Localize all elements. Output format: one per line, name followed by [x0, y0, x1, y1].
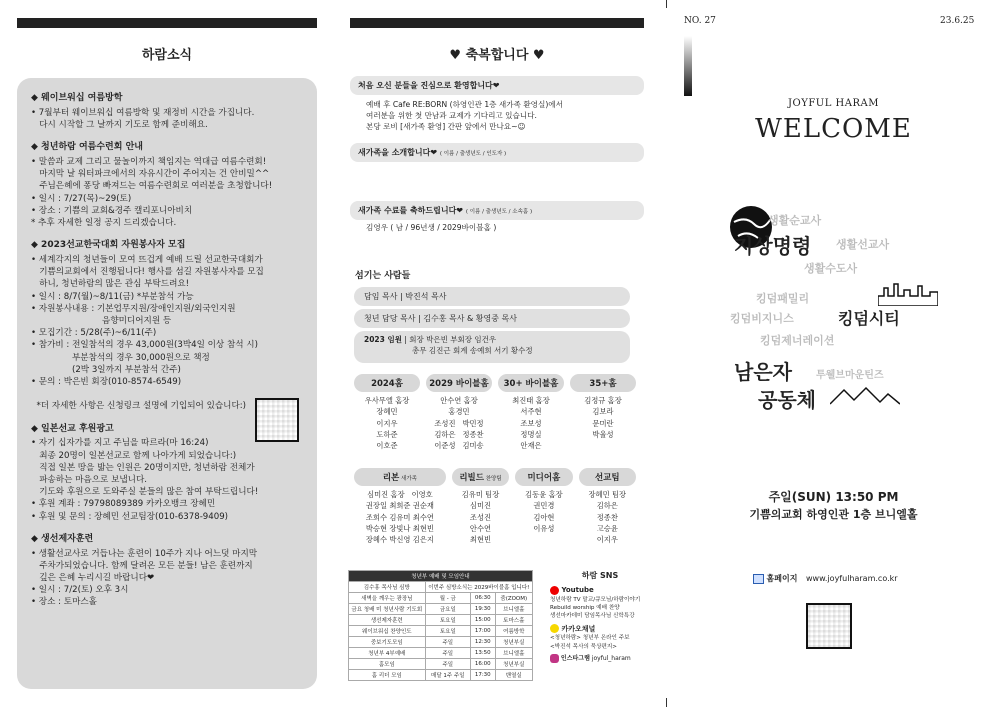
instagram-label: 인스타그램: [560, 654, 590, 662]
welcome-line: 여러분을 위한 첫 만남과 교제가 기다리고 있습니다.: [366, 111, 537, 120]
schedule-row: [349, 659, 533, 670]
notice-line: • 7월부터 웨이브워십 여름방학 및 재정비 시간을 가집니다.: [31, 107, 255, 118]
notice-section: [31, 239, 307, 412]
team-members: [452, 489, 509, 545]
schedule-cell: 15:00: [471, 615, 496, 626]
qr-code-homepage: [806, 603, 852, 649]
notice-line: • 말씀과 교제 그리고 물놀이까지 책임지는 역대급 여름수련회!: [31, 156, 267, 167]
serve-title: 섬기는 사람들: [355, 271, 411, 281]
team-members: [354, 489, 446, 545]
schedule-cell: 매달 1주 주일: [425, 670, 470, 681]
city-skyline-icon: [878, 282, 938, 306]
notice-line: *더 자세한 사항은 신청링크 설명에 기입되어 있습니다:): [31, 401, 247, 412]
schedule-cell: 19:30: [471, 604, 496, 615]
home-member: 문미란: [592, 418, 614, 428]
schedule-cell: 줌(ZOOM): [495, 593, 532, 604]
notice-line: * 추후 자세한 일정 공지 드리겠습니다.: [31, 217, 177, 228]
welcome-line: 예배 후 Cafe RE:BORN (하영인관 1층 새가족 환영실)에서: [366, 100, 563, 109]
sns-title: 하람 SNS: [581, 571, 619, 580]
home-member: 조보성: [520, 418, 542, 428]
team-name-sub: 찬양팀: [483, 476, 502, 482]
notice-section: [31, 141, 307, 229]
schedule-cell: 13:50: [471, 648, 496, 659]
schedule-cell: 17:00: [471, 626, 496, 637]
instagram-icon: [550, 654, 559, 663]
home-column: [426, 374, 492, 451]
home-member: 이준성 김미송: [434, 441, 484, 451]
schedule-note-right: 이번주 심방소식는 2029바이블홈 입니다!: [425, 582, 532, 593]
schedule-cell: 청년부실: [495, 659, 532, 670]
schedule-cell: 주일: [425, 637, 470, 648]
fold-mark: [666, 0, 667, 8]
schedule-title: 청년부 예배 및 모임안내: [349, 571, 533, 582]
schedule-cell: 청년부실: [495, 637, 532, 648]
panel2-title: ♥ 축복합니다 ♥: [449, 48, 545, 63]
schedule-cell: 토마스홀: [495, 615, 532, 626]
officers-line-1: | 회장 박은빈 부회장 임건우: [404, 335, 497, 344]
notice-section: [31, 533, 307, 609]
team-member: 권장일 최희준 권순재: [365, 501, 434, 511]
notice-line: • 일시 : 7/2(토) 오후 3시: [31, 585, 129, 596]
welcome-header: 처음 오신 분들을 진심으로 환영합니다❤: [350, 76, 644, 95]
notice-line: • 생활선교사로 거듭나는 훈련이 10주가 지나 어느덧 마지막: [31, 548, 258, 559]
schedule-cell: 17:30: [471, 670, 496, 681]
team-name-label: 선교팀: [594, 473, 620, 483]
schedule-table: [348, 570, 533, 681]
schedule-cell: 주일: [425, 659, 470, 670]
notice-line: 기쁨의교회에서 진행됩니다! 행사를 섬길 자원봉사자를 모집: [31, 267, 264, 278]
team-member: 안수연: [469, 523, 492, 533]
mission-graphic: [720, 200, 960, 430]
schedule-cell: 여름방학: [495, 626, 532, 637]
team-member: 김아현: [533, 512, 555, 522]
service-place: 기쁨의교회 하영인관 1층 브니엘홀: [749, 508, 918, 521]
gradient-bar: [684, 36, 692, 96]
notice-line: 직접 일본 땅을 밟는 인원은 20명이지만, 청년하람 전체가: [31, 462, 255, 473]
team-name-sub: 새가족: [399, 476, 417, 482]
team-member: 이지우: [596, 535, 618, 545]
home-member: 안수연 홈장: [440, 396, 478, 405]
schedule-cell: 월 - 금: [425, 593, 470, 604]
schedule-cell: 브니엘홀: [495, 648, 532, 659]
notice-line: • 일시 : 7/27(목)~29(토): [31, 193, 132, 204]
word-community: 공동체: [758, 388, 816, 412]
serve-row-pastor: 담임 목사 | 박진석 목사: [354, 287, 630, 306]
finish-title: 새가족 수료를 축하드립니다❤: [358, 206, 464, 215]
notice-line: • 문의 : 박은빈 회장(010-8574-6549): [31, 376, 182, 387]
intro-title: 새가족을 소개합니다❤: [358, 148, 438, 157]
finish-sub: ( 이름 / 출생년도 / 소속홈 ): [465, 209, 533, 215]
team-column: [515, 468, 572, 545]
notice-line: 깊은 은혜 누리시길 바랍니다❤: [31, 572, 155, 583]
schedule-cell: 생선제자훈련: [349, 615, 426, 626]
church-name: JOYFUL HARAM: [788, 98, 879, 109]
notice-line: 마지막 날 워터파크에서의 자유시간이 주어지는 건 안비밀^^: [31, 169, 270, 180]
home-name: 2029 바이블홈: [426, 374, 492, 392]
notice-section-heading: ◆ 웨이브워십 여름방학: [31, 93, 123, 103]
welcome-line: 본당 로비 [새가족 환영] 간판 앞에서 만나요~☺: [366, 122, 526, 131]
schedule-row: [349, 637, 533, 648]
word-remnant: 남은자: [734, 360, 792, 384]
schedule-cell: 웨이브워십 찬양인도: [349, 626, 426, 637]
team-members: [515, 489, 572, 534]
notice-line: 주차가되었습니다. 함께 달려온 모든 분들! 남은 훈련까지: [31, 560, 253, 571]
notice-line: 다시 시작할 그 날까지 기도로 함께 준비해요.: [31, 119, 208, 130]
schedule-cell: 금요 청배 미 청년사람 기도회: [349, 604, 426, 615]
schedule-cell: 청년부 4부예배: [349, 648, 426, 659]
home-member: 정명실: [520, 429, 542, 439]
schedule-cell: 06:30: [471, 593, 496, 604]
notice-line: • 일시 : 8/7(월)~8/11(금) *부분참석 가능: [31, 291, 194, 302]
welcome-text: [366, 99, 636, 132]
team-member: 조희수 김유미 최수연: [365, 512, 434, 522]
schedule-cell: 12:30: [471, 637, 496, 648]
notice-line: 부분참석의 경우 30,000원으로 책정: [31, 352, 210, 363]
team-member: 권민경: [533, 501, 555, 511]
kakao-icon: [550, 624, 559, 633]
notice-line: • 자기 십자가를 지고 주님을 따르라(마 16:24): [31, 438, 209, 449]
team-member: 조성진: [469, 512, 492, 522]
notice-line: • 모집기간 : 5/28(주)~6/11(주): [31, 328, 157, 339]
kakao-row[interactable]: [550, 624, 650, 635]
team-member: 김동윤 홈장: [525, 490, 563, 499]
kakao-line: <박진석 목사의 묵상편지>: [550, 643, 617, 650]
homepage-icon: [753, 574, 764, 584]
team-name-label: 리본: [382, 473, 400, 483]
notice-box: [17, 78, 317, 689]
schedule-cell: 중보기도모임: [349, 637, 426, 648]
qr-code-volunteer: [255, 398, 299, 442]
officers-line-2: 총무 김진근 회계 송예희 서기 황수정: [412, 345, 533, 355]
notice-line: • 세계각지의 청년들이 모여 뜨겁게 예배 드릴 선교한국대회가: [31, 254, 263, 265]
team-member: 심미진: [469, 501, 492, 511]
kakao-line: <청년하람> 청년부 온라인 주보: [550, 635, 630, 642]
notice-line: 파송하는 마음으로 보냅니다.: [31, 474, 148, 485]
schedule-cell: 금요일: [425, 604, 470, 615]
home-name: 35+홈: [570, 374, 636, 392]
finish-header: [350, 201, 644, 220]
home-member: 서주현: [520, 407, 542, 417]
home-member: 김정규 홈장: [584, 396, 622, 405]
notice-line: • 자원봉사내용 : 기본업무지원/장애인지원/외국인지원: [31, 303, 236, 314]
team-member: 박승현 장빛나 최현빈: [365, 523, 434, 533]
notice-line: 하니, 청년하람의 많은 관심 부탁드려요!: [31, 279, 190, 290]
schedule-cell: 브니엘홀: [495, 604, 532, 615]
team-member: 최현빈: [469, 535, 492, 545]
home-member: 이호준: [376, 441, 398, 451]
officers-label: 2023 임원: [364, 335, 402, 344]
intro-header: [350, 143, 644, 162]
youtube-row[interactable]: [550, 585, 650, 596]
schedule-cell: 주일: [425, 648, 470, 659]
panel1-title: 하람소식: [141, 48, 193, 63]
schedule-cell: 새벽을 깨우는 광장님: [349, 593, 426, 604]
home-name: 2024홈: [354, 374, 420, 392]
home-name: 30+ 바이블홈: [498, 374, 564, 392]
team-member: 김하은: [596, 501, 618, 511]
instagram-row[interactable]: [550, 654, 650, 663]
homes-grid: [354, 374, 636, 451]
schedule-row: [349, 593, 533, 604]
home-member: 안재은: [520, 441, 542, 451]
issue-number: NO. 27: [684, 16, 716, 26]
team-member: 장혜수 박신영 김은지: [365, 535, 434, 545]
home-members: [498, 395, 564, 451]
sns-section: [550, 570, 650, 663]
notice-section-heading: ◆ 일본선교 후원광고: [31, 423, 114, 434]
home-column: [354, 374, 420, 451]
mountains-icon: [830, 386, 900, 406]
service-time: 주일(SUN) 13:50 PM: [768, 490, 899, 504]
team-column: [354, 468, 446, 545]
schedule-row: [349, 670, 533, 681]
team-member: 이유성: [533, 523, 555, 533]
word-kingdom-generation: 킹덤제너레이션: [760, 334, 835, 347]
word-kingdom-business: 킹덤비지니스: [730, 312, 794, 325]
team-member: 김유미 팀장: [461, 490, 500, 499]
instagram-id: joyful_haram: [591, 654, 631, 662]
youtube-line: 생선마카데미 담임목사님 신학특강: [550, 613, 635, 620]
team-name: [579, 468, 636, 486]
fold-mark-bottom: [666, 698, 667, 707]
finish-item: 김영우 ( 남 / 96년생 / 2029바이블홈 ): [366, 223, 497, 232]
notice-line: • 장소 : 토마스홀: [31, 597, 97, 608]
team-name: [452, 468, 509, 486]
notice-line: (2박 3일까지 부분참석 간주): [31, 364, 181, 375]
schedule-cell: 홈 리더 모임: [349, 670, 426, 681]
youtube-lines: [550, 596, 650, 621]
notice-section-heading: ◆ 2023선교한국대회 자원봉사자 모집: [31, 240, 186, 251]
homepage-row[interactable]: [753, 573, 898, 584]
homepage-url: www.joyfulharam.co.kr: [806, 574, 898, 583]
schedule-cell: 토요일: [425, 626, 470, 637]
team-member: 고승윤: [596, 523, 618, 533]
home-members: [354, 395, 420, 451]
welcome-heading: WELCOME: [755, 114, 912, 144]
home-column: [570, 374, 636, 451]
team-member: 정종찬: [596, 512, 618, 522]
home-member: 김보라: [592, 407, 614, 417]
schedule-row: [349, 615, 533, 626]
word-kingdom-family: 킹덤패밀리: [756, 292, 810, 305]
schedule-cell: 토요일: [425, 615, 470, 626]
notice-line: 주님은혜에 퐁당 빠져드는 여름수련회로 여러분을 초청합니다!: [31, 181, 273, 192]
notice-section-heading: ◆ 청년하람 여름수련회 안내: [31, 142, 143, 153]
home-member: 장혜민: [376, 407, 398, 417]
word-great-commission: 지상명령: [734, 234, 812, 258]
homepage-label: 홈페이지: [766, 574, 798, 583]
team-name-label: 리빌드: [459, 473, 484, 483]
team-column: [452, 468, 509, 545]
issue-date: 23.6.25: [940, 16, 975, 26]
notice-line: • 참가비 : 전일참석의 경우 43,000원(3박4일 이상 참석 시): [31, 340, 258, 351]
home-members: [426, 395, 492, 451]
home-member: 최진태 홈장: [512, 396, 550, 405]
youtube-icon: [550, 586, 559, 595]
word-life-martyr: 생활순교사: [768, 214, 822, 227]
notice-section-heading: ◆ 생선제자훈련: [31, 533, 94, 544]
youtube-label: Youtube: [561, 586, 594, 594]
schedule-note-left: 김수홍 목사님 심방: [349, 582, 426, 593]
home-member: 도하준: [376, 429, 398, 439]
schedule-row: [349, 604, 533, 615]
home-member: 이지우: [376, 418, 398, 428]
schedule-row: [349, 648, 533, 659]
team-column: [579, 468, 636, 545]
team-member: 심미진 홈장 이영호: [367, 490, 433, 499]
word-kingdom-city: 킹덤시티: [838, 309, 900, 328]
team-member: 장혜민 팀장: [588, 490, 627, 499]
kakao-label: 카카오채널: [561, 624, 596, 633]
officers-box: [354, 331, 630, 363]
schedule-row: [349, 626, 533, 637]
notice-line: • 장소 : 기쁨의 교회&경주 캘리포니아비치: [31, 205, 193, 216]
youtube-line: 청년하람 TV 말교/큐모님/하람이야기: [550, 596, 641, 603]
notice-line: • 후원 및 문의 : 장혜민 선교팀장(010-6378-9409): [31, 511, 229, 522]
home-column: [498, 374, 564, 451]
schedule-cell: 밴열실: [495, 670, 532, 681]
notice-section: [31, 92, 307, 131]
notice-line: 음향미디어지원 등: [31, 315, 172, 326]
schedule-cell: 홈모임: [349, 659, 426, 670]
word-life-monk: 생활수도사: [804, 262, 858, 275]
home-member: 우사무엘 홈장: [364, 396, 410, 405]
team-name: [515, 468, 572, 486]
team-members: [579, 489, 636, 545]
serve-row-youth-pastor: 청년 담당 목사 | 김수홍 목사 & 황영중 목사: [354, 309, 630, 328]
notice-line: • 후원 계좌 : 79798089389 카카오뱅크 장헤민: [31, 499, 216, 510]
schedule-table-wrap: [348, 570, 533, 681]
team-name: [354, 468, 446, 486]
team-name-label: 미디어홈: [527, 473, 561, 483]
youtube-line: Rebuild worship 예배 찬양: [550, 604, 620, 611]
home-member: 조성진 박민정: [434, 418, 484, 428]
teams-grid: [354, 468, 636, 545]
panel1-top-bar: [17, 18, 317, 28]
home-member: 홍경민: [448, 407, 470, 417]
word-twelve-mountains: 투웰브마운틴즈: [816, 370, 884, 381]
home-member: 박율성: [592, 429, 614, 439]
schedule-cell: 16:00: [471, 659, 496, 670]
notice-line: 최종 20명이 일본선교로 함께 나아가게 되었습니다:): [31, 450, 237, 461]
kakao-lines: [550, 634, 650, 651]
word-life-missionary: 생활선교사: [836, 238, 890, 251]
home-members: [570, 395, 636, 440]
notice-line: 기도와 후원으로 도와주실 분들의 많은 참여 부탁드립니다!: [31, 487, 259, 498]
home-member: 김하은 정종찬: [434, 429, 484, 439]
panel2-top-bar: [350, 18, 644, 28]
intro-sub: ( 이름 / 출생년도 / 인도자 ): [439, 151, 507, 157]
